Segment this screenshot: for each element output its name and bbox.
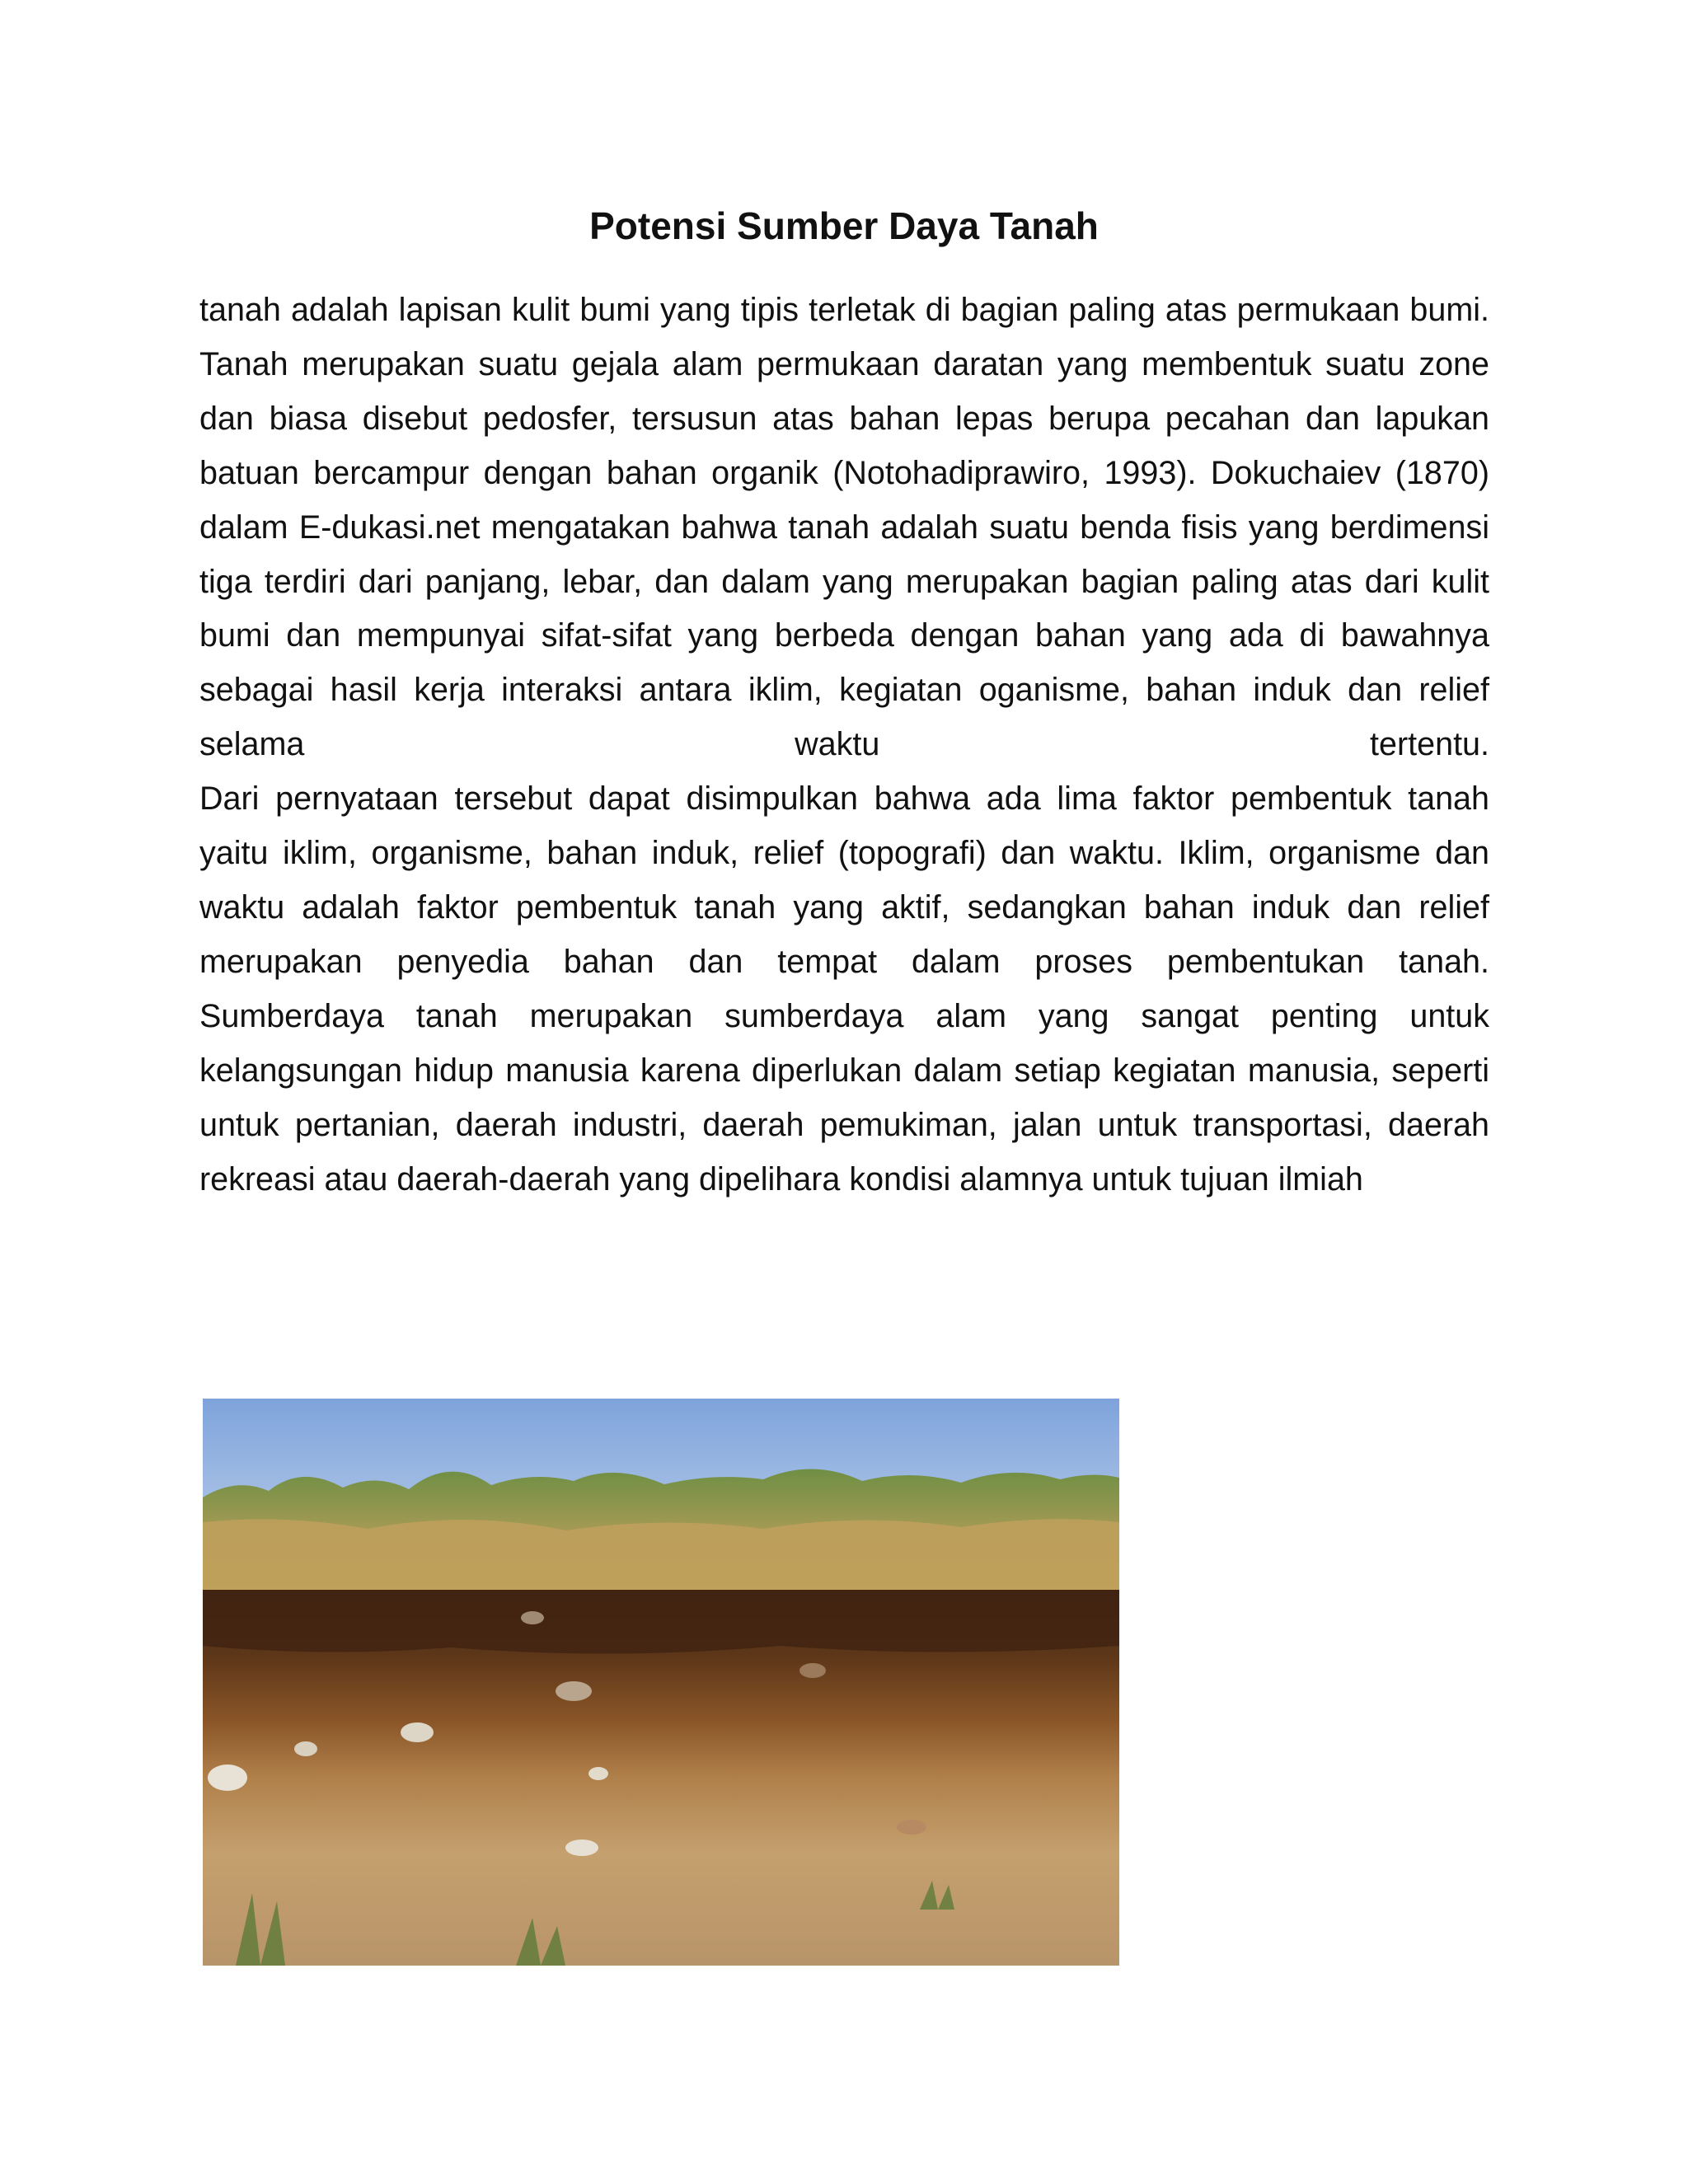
rock bbox=[897, 1820, 926, 1835]
rock bbox=[401, 1722, 434, 1742]
soil-profile-photo bbox=[203, 1399, 1119, 1966]
dry-grass bbox=[203, 1519, 1119, 1596]
rock bbox=[556, 1681, 592, 1701]
paragraph-soil-definition: tanah adalah lapisan kulit bumi yang tipis terletak di bagian paling atas permukaan bumi. Tanah merupakan suatu gejala alam permukaan daratan yang membentuk suatu zone dan biasa disebut pedosfer, tersusun atas bahan lepas berupa pecahan dan lapukan batuan bercampur dengan bahan organik (Notohadiprawiro, 1993). Dokuchaiev (1870) dalam E-dukasi.net mengatakan bahwa tanah adalah suatu benda fisis yang berdimensi tiga terdiri dari panjang, lebar, dan dalam yang merupakan bagian paling atas dari kulit bumi dan mempunyai sifat-sifat yang berbeda dengan bahan yang ada di bawahnya sebagai hasil kerja interaksi antara iklim, kegiatan oganisme, bahan induk dan relief selama waktu tertentu. bbox=[199, 292, 1489, 763]
soil-profile-illustration bbox=[203, 1399, 1119, 1966]
rock bbox=[208, 1765, 247, 1791]
rock bbox=[565, 1840, 598, 1856]
rock bbox=[294, 1741, 317, 1756]
topsoil-layer bbox=[203, 1590, 1119, 1654]
page-title: Potensi Sumber Daya Tanah bbox=[589, 204, 1099, 247]
paragraph-soil-resources: Sumberdaya tanah merupakan sumberdaya alam yang sangat penting untuk kelangsungan hidup manusia karena diperlukan dalam setiap kegiatan manusia, seperti untuk pertanian, daerah industri, daerah pemukiman, jalan untuk transportasi, daerah rekreasi atau daerah-daerah yang dipelihara kondisi alamnya untuk tujuan ilmiah bbox=[199, 997, 1489, 1197]
rock bbox=[799, 1663, 826, 1678]
body-text bbox=[199, 284, 1489, 1207]
rock bbox=[521, 1611, 544, 1624]
rock bbox=[588, 1767, 608, 1780]
paragraph-soil-forming-factors: Dari pernyataan tersebut dapat disimpulkan bahwa ada lima faktor pembentuk tanah yaitu iklim, organisme, bahan induk, relief (topografi) dan waktu. Iklim, organisme dan waktu adalah faktor pembentuk tanah yang aktif, sedangkan bahan induk dan relief merupakan penyedia bahan dan tempat dalam proses pembentukan tanah. bbox=[199, 780, 1489, 980]
